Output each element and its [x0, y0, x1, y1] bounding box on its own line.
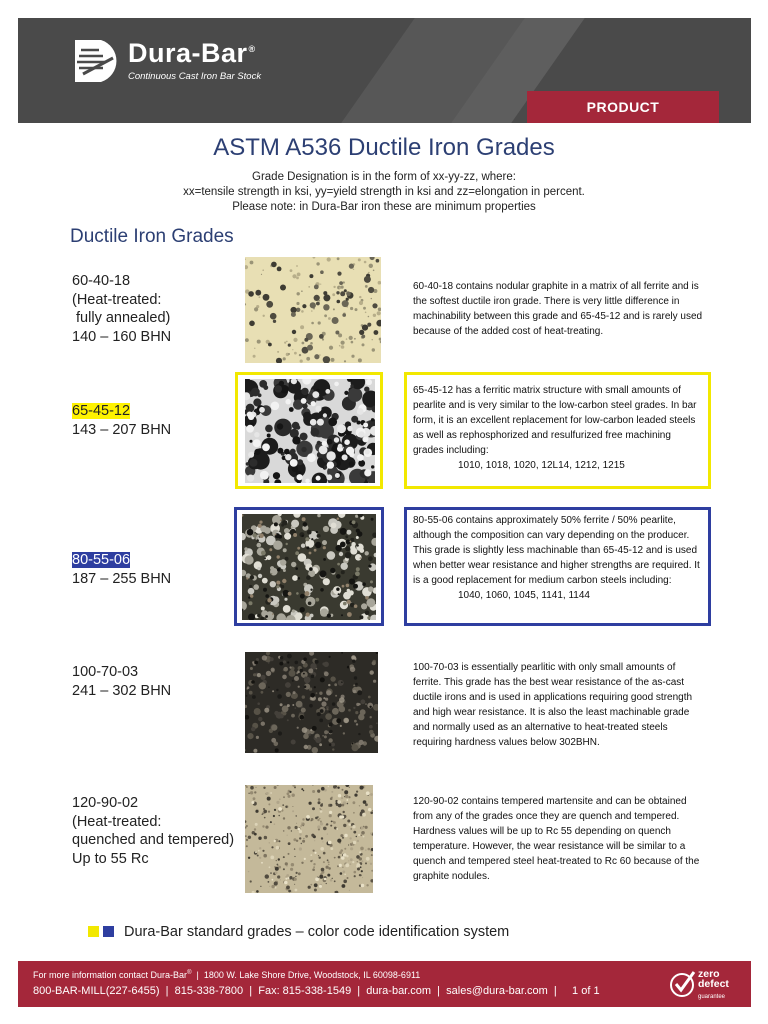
grade-hardness: 143 – 207 BHN: [72, 421, 172, 438]
description-text: 120-90-02 contains tempered martensite and can be obtained from any of the grades once they are quench and tempered. Hardness values will be up to Rc 55 depending on quench temperature. However, the wear resistance will be similar to a quench and tempered steel heat-treated to Rc 60 because of the graphite nodules.: [413, 796, 700, 882]
grade-name: 120-90-02: [72, 795, 139, 811]
yellow-swatch: [88, 926, 99, 937]
grade-note: quenched and tempered): [72, 832, 235, 848]
micrograph-image: [245, 785, 373, 893]
description-80-55-06: [413, 513, 703, 603]
grade-name: 60-40-18: [72, 273, 131, 289]
dura-bar-logo: [73, 36, 303, 96]
footer-contact-address: For more information contact Dura-Bar® | 1800 W. Lake Shore Drive, Woodstock, IL 60098-6911: [33, 970, 421, 980]
logo-mark-icon: [73, 38, 125, 84]
description-text: 80-55-06 contains approximately 50% ferrite / 50% pearlite, although the composition can vary depending on the producer. This grade is slightly less machinable than 65-45-12 and is used when better wear resistance and higher strengths are required. It is a good replacement for medium carbon steels including:: [413, 515, 700, 586]
subtitle-line: Grade Designation is in the form of xx-yy-zz, where:: [252, 171, 516, 183]
grade-hardness: 187 – 255 BHN: [72, 570, 172, 587]
micrograph-80-55-06: [242, 514, 376, 620]
micrograph-100-70-03: [245, 652, 378, 753]
description-100-70-03: [413, 660, 703, 750]
grade-note: (Heat-treated:: [72, 291, 162, 308]
description-65-45-12: [413, 383, 703, 473]
footer-banner: [18, 961, 751, 1007]
micrograph-65-45-12: [245, 379, 375, 483]
zero-defect-text: zero defect: [698, 968, 729, 990]
description-120-90-02: [413, 794, 703, 884]
guarantee-text: guarantee: [698, 994, 726, 1000]
description-text: 100-70-03 is essentially pearlitic with only small amounts of ferrite. This grade has the best wear resistance of the as-cast ductile irons and is used in applications requiring good strength and high wear resistance. It is also the least machinable grade and normally used as an alternative to heat-treated steels requiring hardness values below 302BHN.: [413, 662, 693, 748]
description-60-40-18: [413, 279, 703, 339]
product-tab: PRODUCT: [527, 91, 719, 123]
grade-hardness: 140 – 160 BHN: [72, 328, 172, 345]
grade-label-80-55-06: [72, 551, 171, 588]
page-title: ASTM A536 Ductile Iron Grades: [213, 134, 555, 161]
grade-name: 65-45-12: [72, 403, 131, 419]
description-text: 65-45-12 has a ferritic matrix structure with small amounts of pearlite and is very similar to the low-carbon steel grades. In bar form, it is an excellent replacement for low-carbon leaded steels as well as rephosphorized and resulfurized free machining grades including:: [413, 385, 697, 456]
grade-name: 100-70-03: [72, 664, 139, 680]
micrograph-image: [245, 257, 381, 363]
legend-text: Dura-Bar standard grades – color code identification system: [124, 924, 510, 940]
equivalent-steels: 1010, 1018, 1020, 12L14, 1212, 1215: [458, 460, 625, 471]
grade-label-65-45-12: [72, 402, 171, 439]
brand-name: Dura-Bar®: [128, 38, 256, 68]
grade-designation-note: [0, 170, 768, 215]
grade-label-120-90-02: [72, 794, 234, 868]
micrograph-120-90-02: [245, 785, 373, 893]
color-code-legend: [88, 924, 509, 940]
grade-hardness: 241 – 302 BHN: [72, 682, 172, 699]
header-banner: [18, 18, 751, 123]
micrograph-image: [245, 652, 378, 753]
subtitle-line: Please note: in Dura-Bar iron these are minimum properties: [232, 201, 536, 213]
micrograph-image: [242, 514, 376, 620]
micrograph-image: [245, 379, 375, 483]
grade-label-100-70-03: [72, 663, 171, 700]
subtitle-line: xx=tensile strength in ksi, yy=yield strength in ksi and zz=elongation in percent.: [183, 186, 585, 198]
grade-note: fully annealed): [72, 310, 171, 326]
zero-defect-badge: [668, 964, 748, 1004]
grade-note: (Heat-treated:: [72, 813, 162, 830]
micrograph-60-40-18: [245, 257, 381, 363]
grade-name: 80-55-06: [72, 552, 131, 568]
blue-swatch: [103, 926, 114, 937]
grade-label-60-40-18: [72, 272, 171, 346]
brand-tagline: Continuous Cast Iron Bar Stock: [128, 71, 262, 82]
section-heading: Ductile Iron Grades: [70, 226, 234, 247]
footer-contact-details: 800-BAR-MILL(227-6455) | 815-338-7800 | Fax: 815-338-1549 | dura-bar.com | sales@dura-bar.com | 1 of 1: [33, 985, 600, 997]
grade-hardness: Up to 55 Rc: [72, 850, 149, 867]
checkmark-badge-icon: [668, 968, 698, 1002]
equivalent-steels: 1040, 1060, 1045, 1141, 1144: [458, 590, 590, 601]
description-text: 60-40-18 contains nodular graphite in a matrix of all ferrite and is the softest ductile iron grade. There is very little difference in machinability between this grade and 65-45-12 and is rarely used because of the added cost of heat-treating.: [413, 281, 703, 337]
